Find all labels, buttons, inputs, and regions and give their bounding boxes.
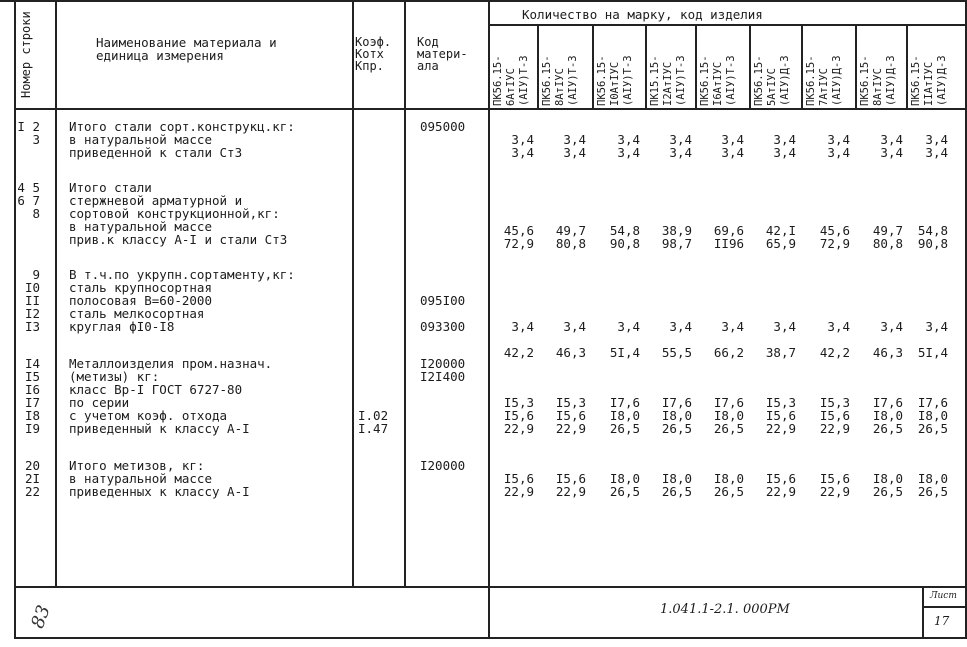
col-divider-1 <box>537 24 539 109</box>
top-border <box>0 0 967 2</box>
value-cell: 3,4 3,4 <box>773 132 796 160</box>
value-cell: I7,6 I8,0 26,5 <box>661 395 692 436</box>
value-cell: I5,3 I5,6 22,9 <box>765 395 796 436</box>
brand-header-7: ПК56.15- 7AтIУС (AIУ)Д-3 <box>805 55 843 106</box>
value-cell: 3,4 3,4 <box>511 132 534 160</box>
value-cell: 3,4 46,3 <box>555 319 586 360</box>
value-cell: I5,6 22,9 <box>819 471 850 499</box>
material-code-5: I20000 <box>420 458 466 473</box>
brand-header-8: ПК56.15- 8AтIУС (AIУ)Д-3 <box>859 55 897 106</box>
value-cell: I8,0 26,5 <box>917 471 948 499</box>
col-divider-4 <box>695 24 697 109</box>
material-text-1: Итого стали сорт.конструкц.кг: в натуральной массе приведенной к стали Ст3 <box>69 119 295 160</box>
brand-header-4: ПК15.15- I2AтIУС (AIУ)Т-3 <box>649 55 687 106</box>
value-cell: I7,6 I8,0 26,5 <box>609 395 640 436</box>
value-cell: I8,0 26,5 <box>872 471 903 499</box>
row-numbers-3: 9 I0 II I2 I3 <box>24 267 40 334</box>
value-cell: 3,4 3,4 <box>669 132 692 160</box>
sheet-number: 17 <box>934 614 950 628</box>
sheet-label: Лист <box>930 591 957 601</box>
page-mark: 83 <box>27 602 55 632</box>
value-cell: I8,0 26,5 <box>609 471 640 499</box>
value-cell: I8,0 26,5 <box>713 471 744 499</box>
value-cell: I7,6 I8,0 26,5 <box>872 395 903 436</box>
brand-header-6: ПК56.15- 5AтIУС (AIУ)Д-3 <box>753 55 791 106</box>
value-cell: 69,6 II96 <box>713 223 744 251</box>
value-cell: I5,6 22,9 <box>503 471 534 499</box>
value-cell: 54,8 90,8 <box>917 223 948 251</box>
value-cell: 3,4 66,2 <box>713 319 744 360</box>
col-divider-7 <box>855 24 857 109</box>
value-cell: 3,4 46,3 <box>872 319 903 360</box>
value-cell: 3,4 55,5 <box>661 319 692 360</box>
row-numbers-1: I 2 3 <box>17 119 40 147</box>
material-code-4: I20000 I2I400 <box>420 356 466 384</box>
value-cell: 3,4 3,4 <box>880 132 903 160</box>
value-cell: 49,7 80,8 <box>872 223 903 251</box>
value-cell: 3,4 5I,4 <box>917 319 948 360</box>
sheet-box-divider <box>922 606 967 608</box>
col-divider-5 <box>749 24 751 109</box>
value-cell: 45,6 72,9 <box>503 223 534 251</box>
material-text-4: Металлоизделия пром.назнач. (метизы) кг: класс Вр-I ГОСТ 6727-80 по серии с учетом коэф. отхода приведенный к классу А-I <box>69 356 273 436</box>
value-cell: I8,0 26,5 <box>661 471 692 499</box>
value-cell: 54,8 90,8 <box>609 223 640 251</box>
document-code: 1.041.1-2.1. 000PM <box>660 602 790 617</box>
value-cell: 38,9 98,7 <box>661 223 692 251</box>
value-cell: 3,4 3,4 <box>721 132 744 160</box>
material-text-5: Итого метизов, кг: в натуральной массе приведенных к классу А-I <box>69 458 250 499</box>
row-numbers-2: 4 5 6 7 8 <box>17 180 40 221</box>
col-divider-2 <box>592 24 594 109</box>
value-cell: 3,4 3,4 <box>617 132 640 160</box>
value-cell: I5,3 I5,6 22,9 <box>819 395 850 436</box>
header-material-name: Наименование материала и единица измерения <box>96 35 277 63</box>
value-cell: 3,4 5I,4 <box>609 319 640 360</box>
value-cell: I5,3 I5,6 22,9 <box>503 395 534 436</box>
value-cell: I5,6 22,9 <box>765 471 796 499</box>
value-cell: 3,4 38,7 <box>765 319 796 360</box>
value-cell: 3,4 42,2 <box>819 319 850 360</box>
brand-header-1: ПК56.15- 6AтIУС (AIУ)Т-3 <box>492 55 530 106</box>
material-text-3: В т.ч.по укрупн.сортаменту,кг: сталь крупносортная полосовая B=60-2000 сталь мелкосортная круглая фI0-I8 <box>69 267 295 334</box>
header-bottom-rule <box>14 108 967 110</box>
coef-values-4: I.02 I.47 <box>358 408 389 436</box>
value-cell: I7,6 I8,0 26,5 <box>713 395 744 436</box>
right-border <box>965 0 967 638</box>
header-material-code: Код матери- ала <box>417 35 468 73</box>
row-numbers-5: 20 2I 22 <box>24 458 40 499</box>
value-cell: 3,4 3,4 <box>563 132 586 160</box>
value-cell: I5,6 22,9 <box>555 471 586 499</box>
value-cell: I7,6 I8,0 26,5 <box>917 395 948 436</box>
header-quantity-title: Количество на марку, код изделия <box>522 7 763 22</box>
brand-header-9: ПК56.15- IIAтIУС (AIУ)Д-3 <box>910 55 948 106</box>
header-row-number: Номер строки <box>19 11 33 98</box>
col-divider-8 <box>906 24 908 109</box>
row-numbers-4: I4 I5 I6 I7 I8 I9 <box>24 356 40 436</box>
col-divider-6 <box>801 24 803 109</box>
brand-header-3: ПК56.15- I0AтIУС (AIУ)Т-3 <box>596 55 634 106</box>
table-bottom-rule <box>14 586 967 588</box>
sheet-box-border <box>922 587 924 637</box>
value-cell: 49,7 80,8 <box>555 223 586 251</box>
col-divider-name <box>352 0 354 587</box>
value-cell: 3,4 3,4 <box>827 132 850 160</box>
material-code-1: 095000 <box>420 119 466 134</box>
page-bottom-rule <box>14 637 967 639</box>
value-cell: 42,I 65,9 <box>765 223 796 251</box>
value-cell: I5,3 I5,6 22,9 <box>555 395 586 436</box>
value-cell: 45,6 72,9 <box>819 223 850 251</box>
header-coefficient: Коэф. Котх Кпр. <box>355 35 392 73</box>
material-code-3: 095I00 093300 <box>420 293 466 334</box>
col-divider-3 <box>645 24 647 109</box>
value-cell: 3,4 3,4 <box>925 132 948 160</box>
material-text-2: Итого стали стержневой арматурной и сортовой конструкционной,кг: в натуральной массе прив.к классу А-I и стали Ст3 <box>69 180 288 247</box>
col-divider-coef <box>404 0 406 587</box>
brand-header-2: ПК56.15- 8AтIУС (AIУ)Т-3 <box>541 55 579 106</box>
value-cell: 3,4 42,2 <box>503 319 534 360</box>
col-divider-rownum <box>55 0 57 587</box>
brand-header-5: ПК56.15- I6AтIУС (AIУ)Т-3 <box>699 55 737 106</box>
